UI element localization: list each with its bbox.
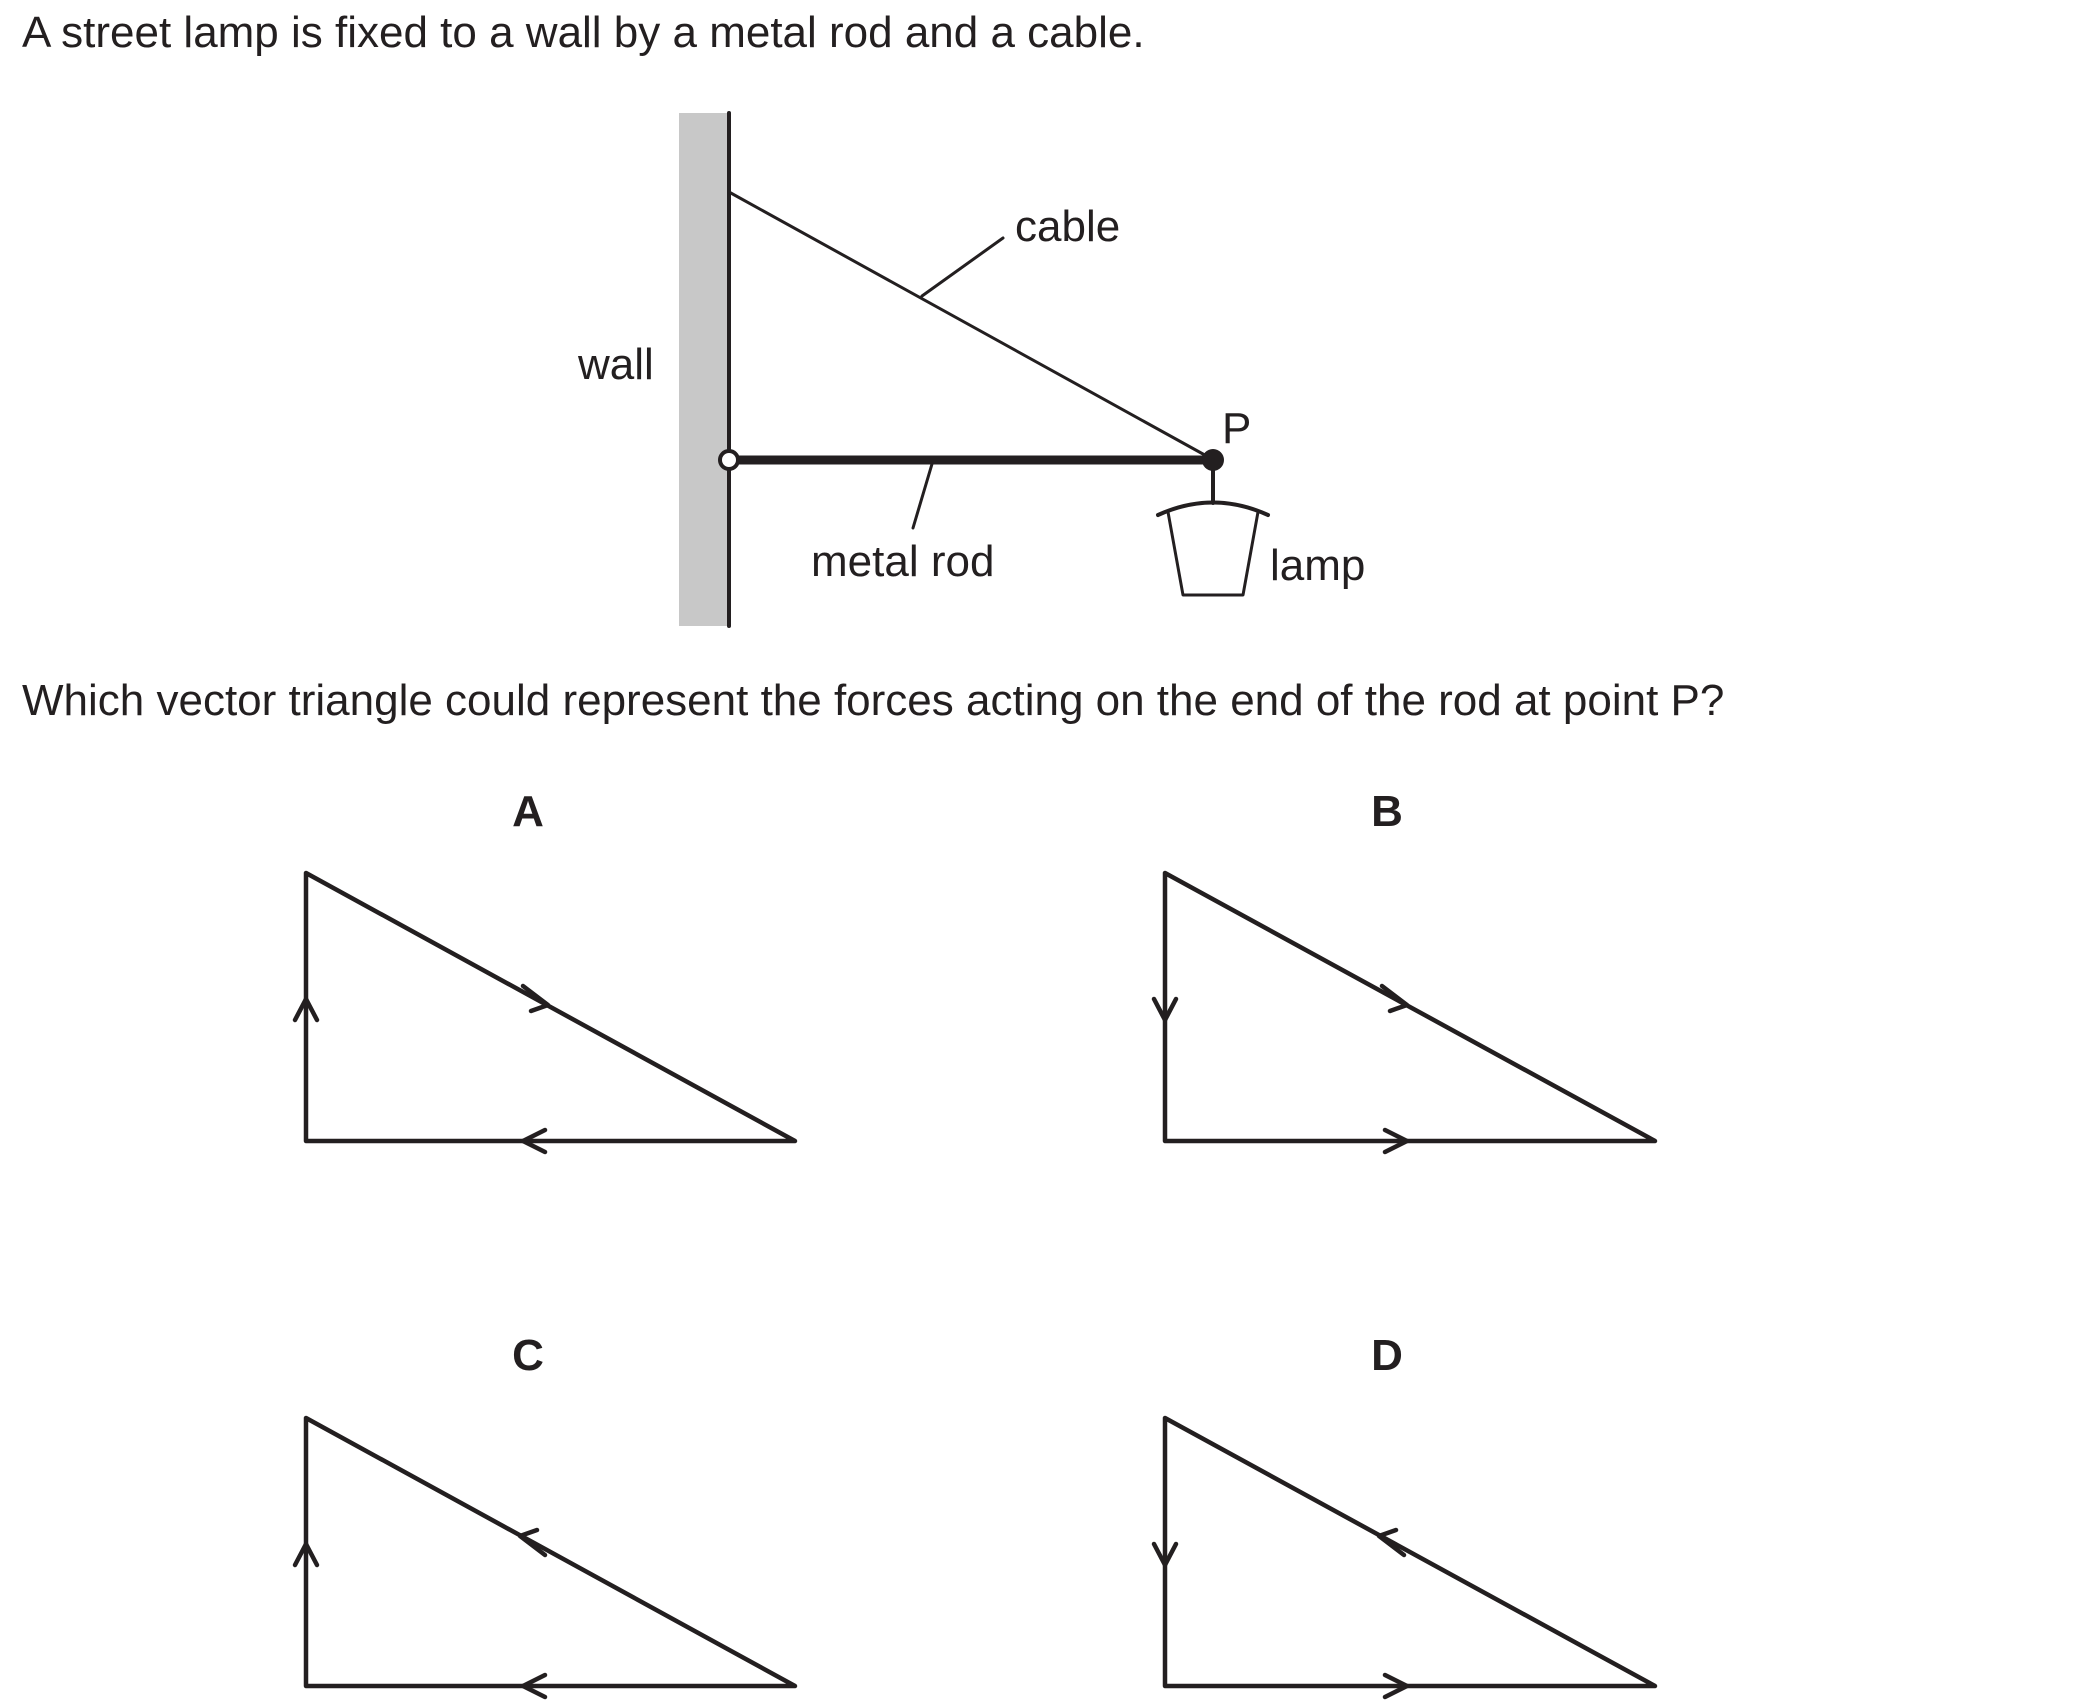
metal-rod-label: metal rod — [811, 537, 995, 586]
wall-label: wall — [578, 340, 654, 389]
cable-leader — [922, 238, 1003, 296]
option-b[interactable] — [1154, 787, 1655, 1152]
option-a-label: A — [512, 787, 544, 836]
rod-leader — [913, 464, 932, 528]
lamp-top — [1158, 503, 1268, 516]
point-p-label: P — [1222, 404, 1252, 453]
option-c-triangle — [306, 1418, 795, 1686]
option-d-triangle — [1165, 1418, 1655, 1686]
wall-pivot — [720, 451, 738, 469]
question-prompt: Which vector triangle could represent the forces acting on the end of the rod at point P? — [22, 676, 1725, 725]
option-c-label: C — [512, 1331, 544, 1380]
option-c[interactable] — [295, 1331, 795, 1697]
cable-label: cable — [1015, 202, 1121, 251]
lamp-shade — [1168, 512, 1258, 595]
lamp-label: lamp — [1270, 541, 1366, 590]
option-a[interactable] — [295, 787, 795, 1152]
cable — [729, 192, 1212, 459]
lamp-diagram — [577, 113, 1365, 626]
option-a-triangle — [306, 873, 795, 1141]
question-stem: A street lamp is fixed to a wall by a metal rod and a cable. — [22, 8, 1145, 57]
option-d[interactable] — [1154, 1331, 1655, 1697]
option-b-triangle — [1165, 873, 1655, 1141]
option-d-label: D — [1371, 1331, 1403, 1380]
option-b-label: B — [1371, 787, 1403, 836]
wall-block — [679, 113, 729, 626]
